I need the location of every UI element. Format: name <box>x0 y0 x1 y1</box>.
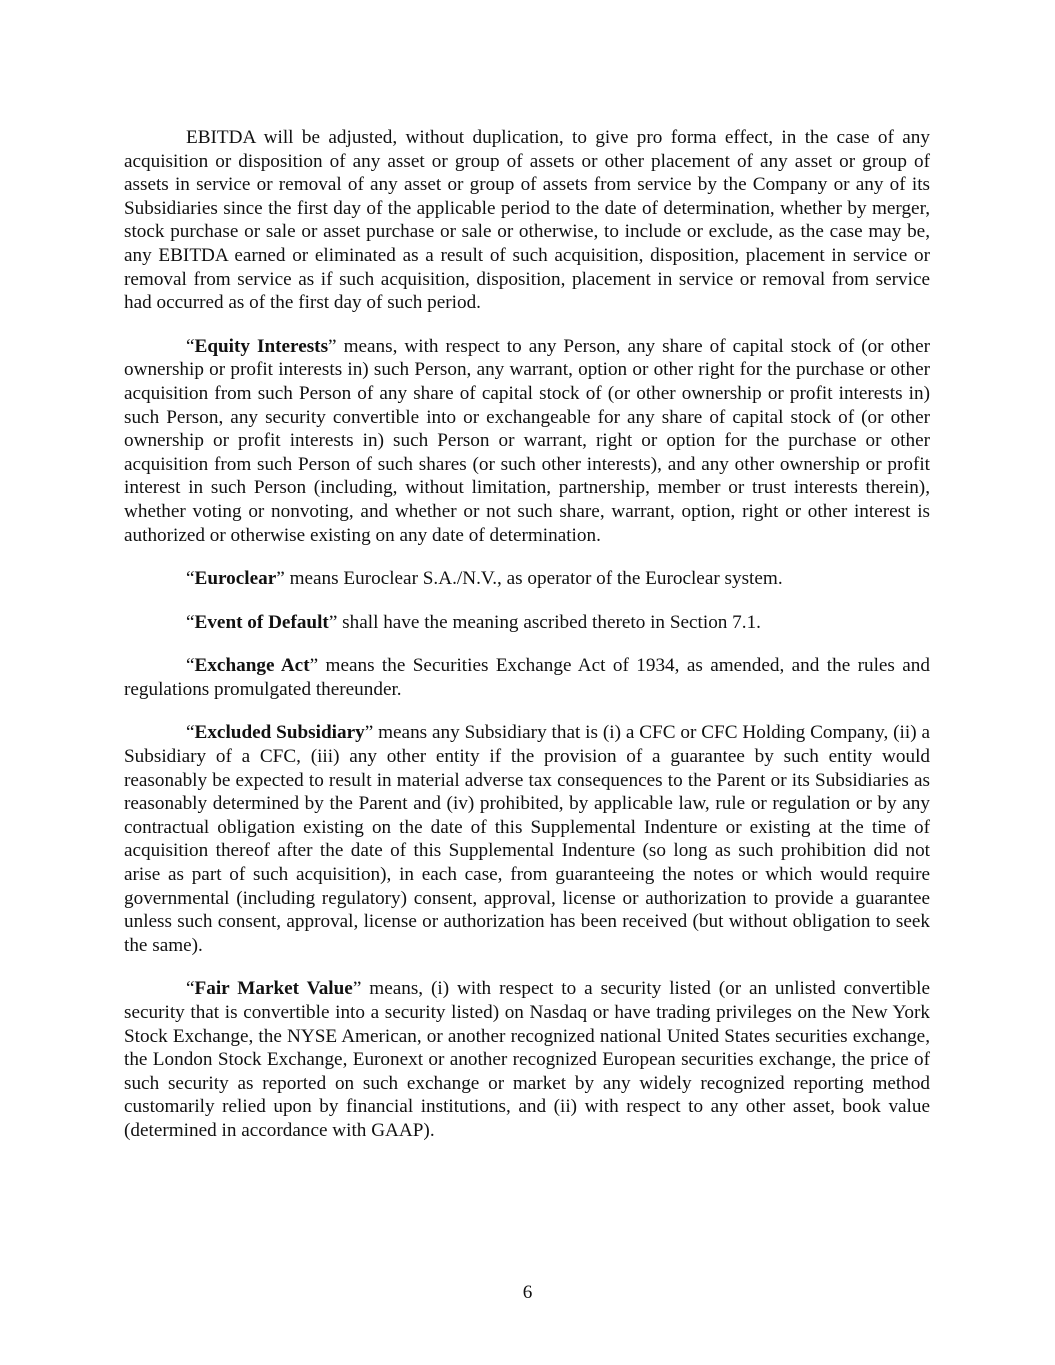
close-quote: ” <box>328 335 337 357</box>
defined-term: Euroclear <box>194 568 277 590</box>
defined-term: Excluded Subsidiary <box>194 722 365 744</box>
definition-excluded-subsidiary <box>124 721 930 957</box>
defined-term: Equity Interests <box>194 335 329 357</box>
definition-text: shall have the meaning ascribed thereto in Section 7.1. <box>337 611 761 633</box>
close-quote: ” <box>352 978 362 1000</box>
close-quote: ” <box>328 611 338 633</box>
definition-event-of-default <box>124 611 930 635</box>
definition-text: means, with respect to any Person, any share of capital stock of (or other ownership or profit interests in) such Person, any warrant, option or other right for the purchase or other acquisition from such Person of any share of capital stock of (or other ownership or profit interests in) such Person, any security convertible into or exchangeable for any share of capital stock of (or other ownership or profit interests in) such Person or warrant, right or option for the purchase or other acquisition from such Person of such shares (or such other interests), and any other ownership or profit interest in such Person (including, without limitation, partnership, member or trust interests therein), whether voting or nonvoting, and whether or not such share, warrant, option, right or other interest is authorized or otherwise existing on any date of determination. <box>124 335 930 546</box>
definition-equity-interests <box>124 335 930 547</box>
close-quote: ” <box>364 722 374 744</box>
page-number: 6 <box>522 1282 533 1303</box>
open-quote: “ <box>186 568 195 590</box>
open-quote: “ <box>186 335 195 357</box>
open-quote: “ <box>186 978 195 1000</box>
definition-exchange-act <box>124 654 930 701</box>
defined-term: Exchange Act <box>194 655 310 677</box>
paragraph-ebitda-adjustment <box>124 126 930 315</box>
definition-fair-market-value <box>124 977 930 1142</box>
open-quote: “ <box>186 655 195 677</box>
definition-text: means the Securities Exchange Act of 1934, as amended, and the rules and regulations promulgated thereunder. <box>124 655 930 700</box>
definition-euroclear <box>124 567 930 591</box>
definition-text: means Euroclear S.A./N.V., as operator of the Euroclear system. <box>284 568 783 590</box>
definition-text: means any Subsidiary that is (i) a CFC or CFC Holding Company, (ii) a Subsidiary of a CFC, (iii) any other entity if the provision of a guarantee by such entity would reasonably be expected to result in material adverse tax consequences to the Parent or its Subsidiaries as reasonably determined by the Parent and (iv) prohibited, by applicable law, rule or regulation or by any contractual obligation existing on the date of this Supplemental Indenture or existing at the time of acquisition thereof after the date of this Supplemental Indenture (so long as such prohibition did not arise as part of such acquisition), in each case, from guaranteeing the notes or which would require governmental (including regulatory) consent, approval, license or authorization to provide a guarantee unless such consent, approval, license or authorization has been received (but without obligation to seek the same). <box>124 722 931 956</box>
defined-term: Event of Default <box>194 611 329 633</box>
paragraph-text: EBITDA will be adjusted, without duplication, to give pro forma effect, in the case of any acquisition or disposition of any asset or group of assets or other placement of any asset or group of assets in service or removal of any asset or group of assets from service by the Company or any of its Subsidiaries since the first day of the applicable period to the date of determination, whether by merger, stock purchase or sale or asset purchase or sale or otherwise, to include or exclude, as the case may be, any EBITDA earned or eliminated as a result of such acquisition, disposition, placement in service or removal from service as if such acquisition, disposition, placement in service or removal from service had occurred as of the first day of such period. <box>124 127 930 314</box>
document-page <box>124 126 930 1163</box>
defined-term: Fair Market Value <box>194 978 353 1000</box>
open-quote: “ <box>186 722 195 744</box>
close-quote: ” <box>309 655 319 677</box>
open-quote: “ <box>186 611 195 633</box>
definition-text: means, (i) with respect to a security listed (or an unlisted convertible security that is convertible into a security listed) on Nasdaq or have trading privileges on the New York Stock Exchange, the NYSE American, or another recognized national United States securities exchange, the London Stock Exchange, Euronext or another recognized European securities exchange, the price of such security as reported on such exchange or market by any widely recognized reporting method customarily relied upon by financial institutions, and (ii) with respect to any other asset, book value (determined in accordance with GAAP). <box>124 978 930 1141</box>
close-quote: ” <box>276 568 285 590</box>
